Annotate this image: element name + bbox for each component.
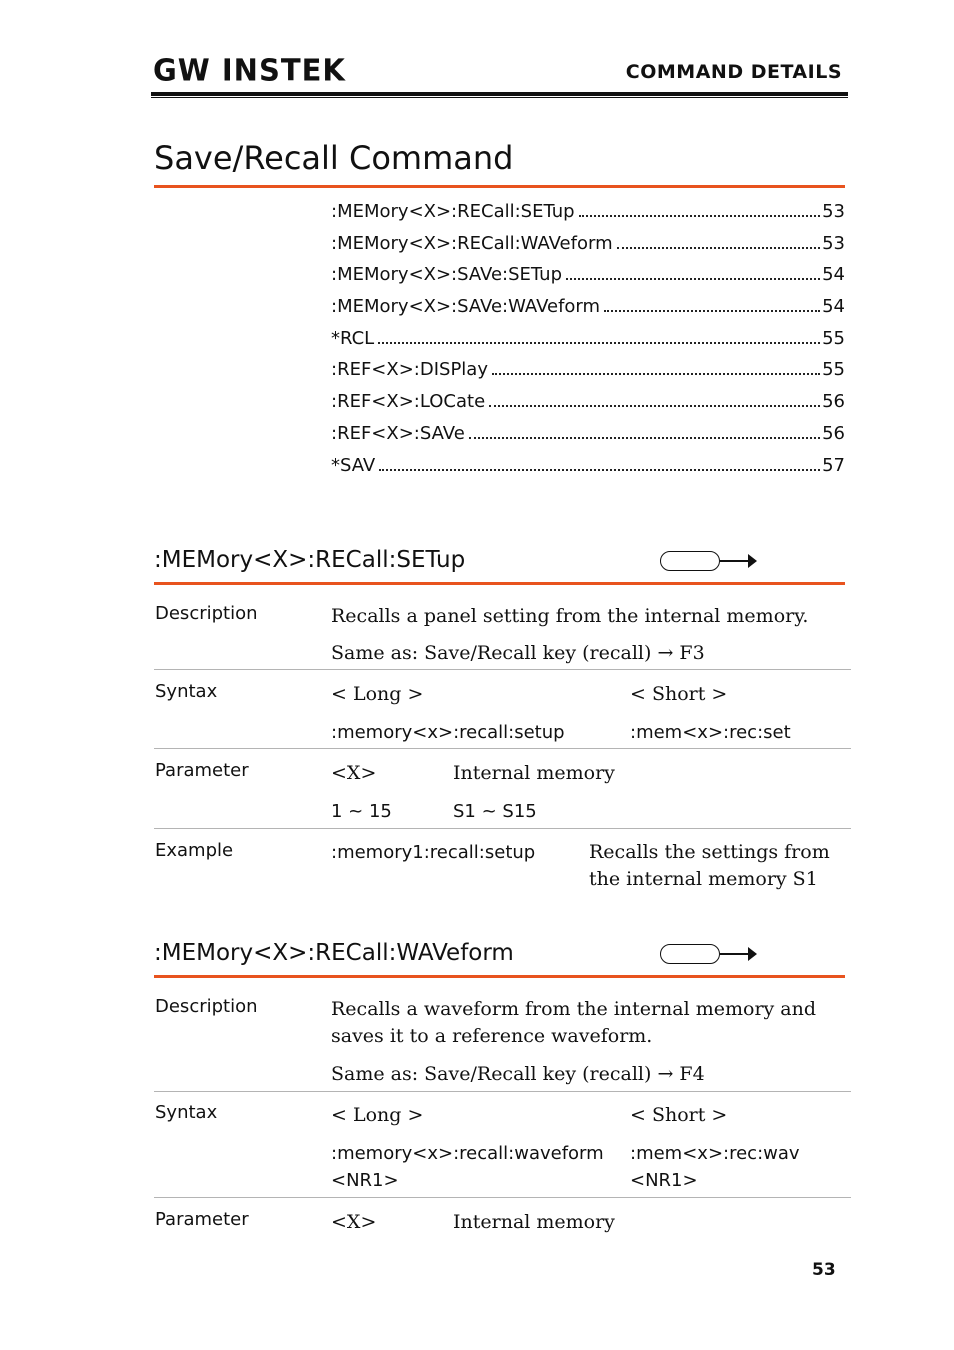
command-title: :MEMory<X>:RECall:SETup (154, 547, 466, 573)
row-divider (154, 1197, 851, 1198)
example-label: Example (155, 840, 234, 861)
row-divider (154, 1091, 851, 1092)
syntax-label: Syntax (155, 681, 218, 702)
toc-label: :REF<X>:DISPlay (331, 359, 488, 381)
long-syntax: :memory<x>:recall:setup (331, 722, 565, 743)
toc-page: 56 (822, 391, 845, 413)
description-label: Description (155, 996, 258, 1017)
toc-entry[interactable] (331, 328, 845, 360)
same-as-text: Same as: Save/Recall key (recall) → F3 (331, 642, 705, 664)
toc-page: 54 (822, 296, 845, 318)
long-header: < Long > (331, 683, 424, 705)
command-title: :MEMory<X>:RECall:WAVeform (154, 940, 514, 966)
row-divider (154, 748, 851, 749)
toc-leader (379, 469, 820, 471)
toc-page: 53 (822, 232, 845, 254)
toc-entry[interactable] (331, 233, 845, 265)
toc-leader (469, 437, 820, 439)
row-divider (154, 669, 851, 670)
toc-entry[interactable] (331, 423, 845, 455)
description-line2: saves it to a reference waveform. (331, 1025, 653, 1047)
header-rule (151, 92, 848, 96)
title-rule (154, 185, 845, 188)
same-as-text: Same as: Save/Recall key (recall) → F4 (331, 1063, 705, 1085)
toc-leader (579, 215, 821, 217)
example-desc-line1: Recalls the settings from (589, 841, 830, 863)
toc-leader (566, 278, 820, 280)
toc-leader (492, 373, 820, 375)
short-header: < Short > (630, 683, 728, 705)
param-range-desc: S1 ~ S15 (453, 801, 537, 822)
toc-leader (489, 405, 820, 407)
command-rule (154, 582, 845, 585)
set-command-icon (660, 943, 760, 969)
header-rule-thin (151, 97, 848, 98)
toc-label: *RCL (331, 327, 375, 349)
toc-page: 54 (822, 264, 845, 286)
row-divider (154, 828, 851, 829)
syntax-label: Syntax (155, 1102, 218, 1123)
long-syntax-line2: <NR1> (331, 1170, 399, 1191)
toc-entry[interactable] (331, 359, 845, 391)
table-of-contents (331, 201, 845, 486)
command-rule (154, 975, 845, 978)
toc-label: :MEMory<X>:RECall:SETup (331, 201, 575, 222)
set-command-icon (660, 550, 760, 576)
long-header: < Long > (331, 1104, 424, 1126)
toc-page: 56 (822, 422, 845, 444)
toc-leader (617, 247, 820, 249)
toc-page: 57 (822, 454, 845, 476)
toc-page: 55 (822, 359, 845, 381)
param-desc: Internal memory (453, 1211, 615, 1233)
toc-entry[interactable] (331, 455, 845, 487)
param-name: <X> (331, 762, 377, 784)
toc-label: :MEMory<X>:SAVe:SETup (331, 264, 562, 286)
toc-leader (378, 342, 820, 344)
param-name: <X> (331, 1211, 377, 1233)
param-range: 1 ~ 15 (331, 801, 392, 822)
page-title: Save/Recall Command (154, 139, 514, 177)
description-text: Recalls a panel setting from the internal memory. (331, 605, 809, 627)
page-number: 53 (812, 1260, 836, 1280)
toc-label: :REF<X>:SAVe (331, 422, 465, 444)
parameter-label: Parameter (155, 760, 249, 781)
description-line1: Recalls a waveform from the internal memory and (331, 998, 817, 1020)
short-syntax-line1: :mem<x>:rec:wav (630, 1143, 800, 1164)
section-label: COMMAND DETAILS (625, 61, 842, 83)
parameter-label: Parameter (155, 1209, 249, 1230)
short-header: < Short > (630, 1104, 728, 1126)
short-syntax: :mem<x>:rec:set (630, 722, 791, 743)
example-command: :memory1:recall:setup (331, 842, 536, 863)
toc-entry[interactable] (331, 296, 845, 328)
toc-label: :MEMory<X>:SAVe:WAVeform (331, 296, 601, 318)
toc-entry[interactable] (331, 391, 845, 423)
short-syntax-line2: <NR1> (630, 1170, 698, 1191)
toc-label: *SAV (331, 454, 376, 476)
toc-leader (604, 310, 820, 312)
toc-page: 53 (822, 201, 845, 222)
example-desc-line2: the internal memory S1 (589, 868, 818, 890)
param-desc: Internal memory (453, 762, 615, 784)
brand-logo: GW INSTEK (153, 52, 346, 88)
long-syntax-line1: :memory<x>:recall:waveform (331, 1143, 604, 1164)
toc-entry[interactable] (331, 264, 845, 296)
toc-label: :REF<X>:LOCate (331, 391, 486, 413)
description-label: Description (155, 603, 258, 624)
toc-page: 55 (822, 327, 845, 349)
toc-label: :MEMory<X>:RECall:WAVeform (331, 232, 613, 254)
toc-entry[interactable] (331, 201, 845, 233)
